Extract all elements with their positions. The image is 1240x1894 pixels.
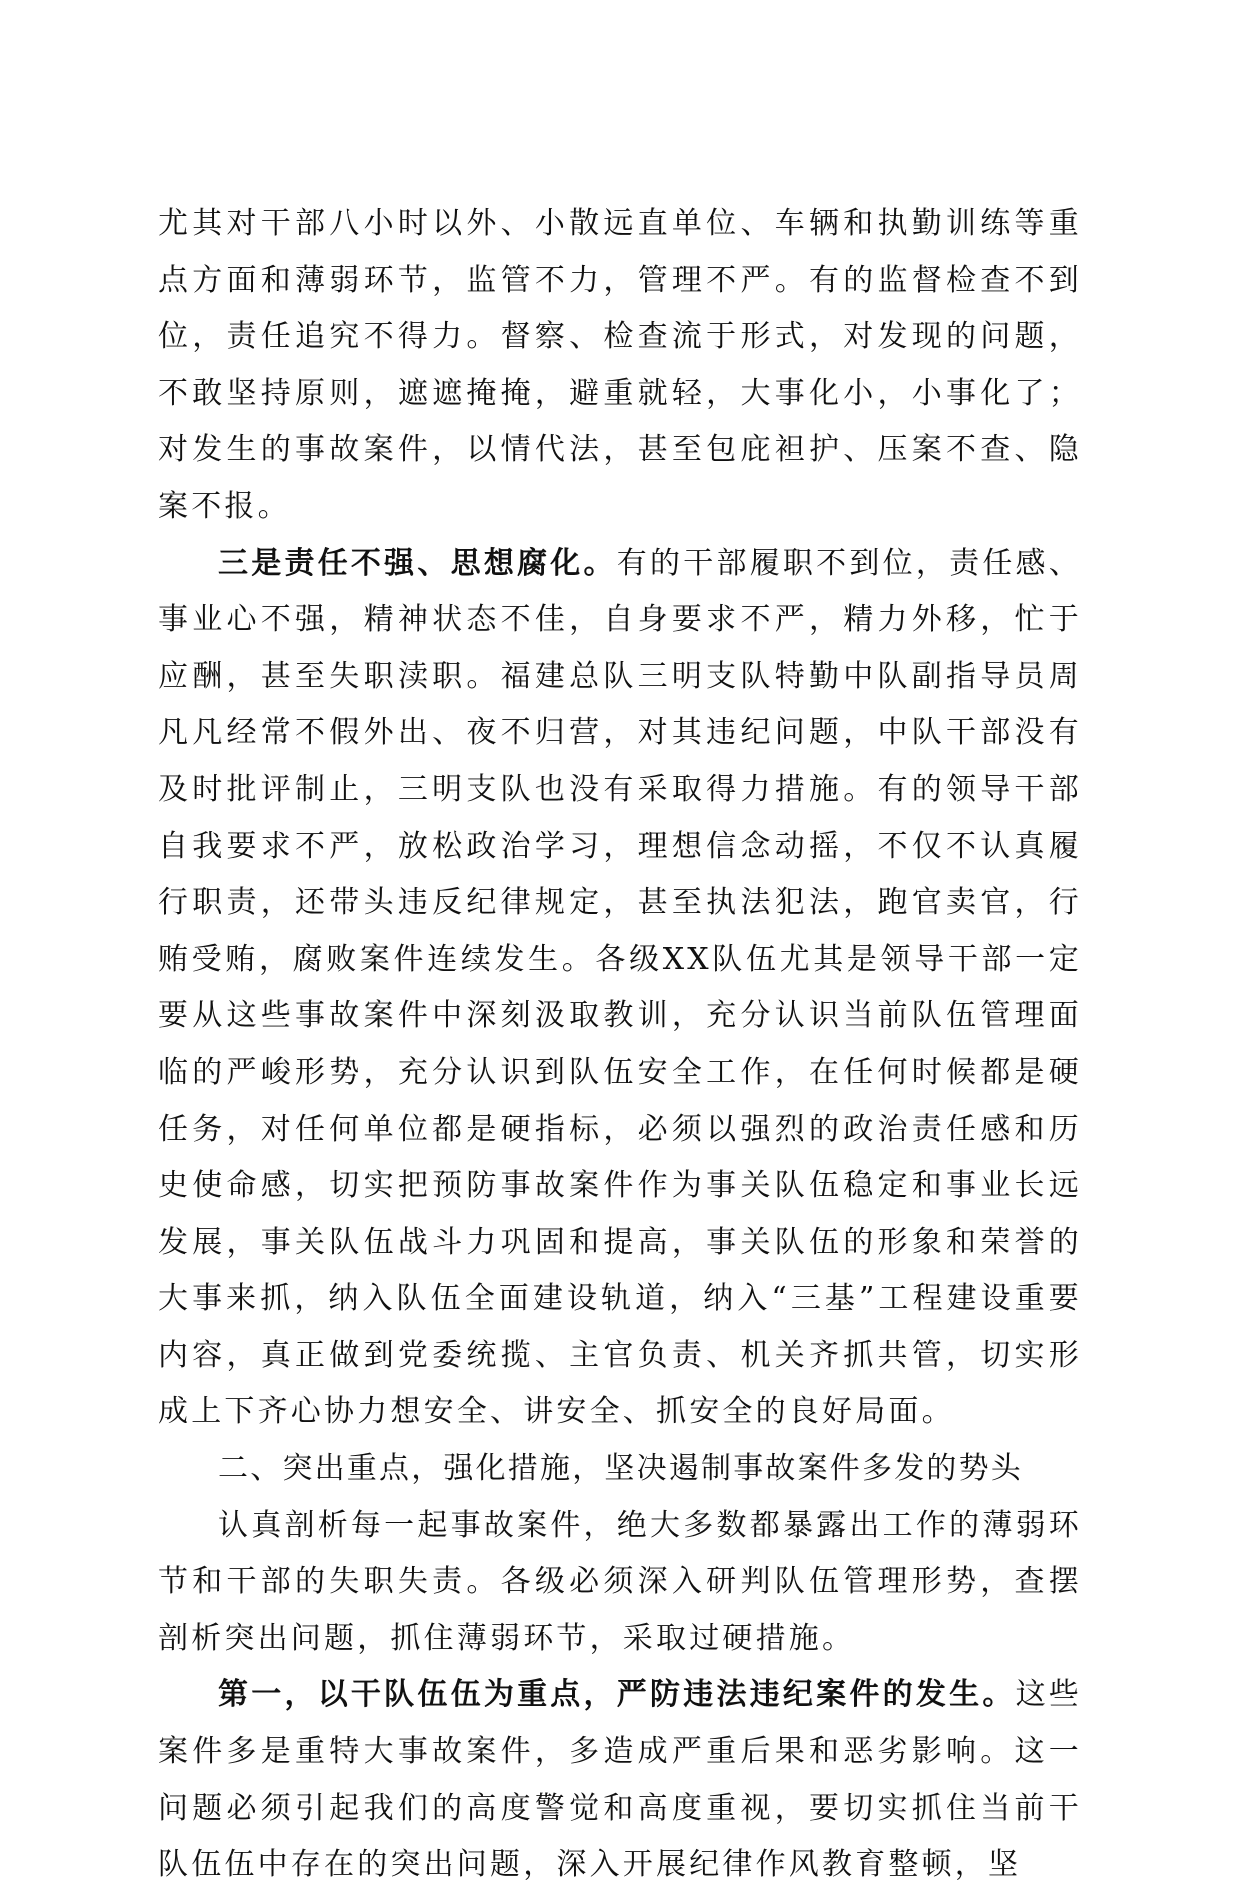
paragraph-responsibility — [158, 536, 1082, 1442]
paragraph-lead-bold: 第一，以干队伍伍为重点，严防违法违纪案件的发生。 — [218, 1677, 1016, 1713]
paragraph-body: 有的干部履职不到位，责任感、事业心不强，精神状态不佳，自身要求不严，精力外移，忙于应酬，甚至失职渎职。福建总队三明支队特勤中队副指导员周凡凡经常不假外出、夜不归营，对其违纪问题，中队干部没有及时批评制止，三明支队也没有采取得力措施。有的领导干部自我要求不严，放松政治学习，理想信念动摇，不仅不认真履行职责，还带头违反纪律规定，甚至执法犯法，跑官卖官，行贿受贿，腐败案件连续发生。各级XX队伍尤其是领导干部一定要从这些事故案件中深刻汲取教训，充分认识当前队伍管理面临的严峻形势，充分认识到队伍安全工作，在任何时候都是硬任务，对任何单位都是硬指标，必须以强烈的政治责任感和历史使命感，切实把预防事故案件作为事关队伍稳定和事业长远发展，事关队伍战斗力巩固和提高，事关队伍的形象和荣誉的大事来抓，纳入队伍全面建设轨道，纳入“三基”工程建设重要内容，真正做到党委统揽、主官负责、机关齐抓共管，切实形成上下齐心协力想安全、讲安全、抓安全的良好局面。 — [158, 545, 1082, 1430]
paragraph-body: 这些案件多是重特大事故案件，多造成严重后果和恶劣影响。这一问题必须引起我们的高度警觉和高度重视，要切实抓住当前干队伍伍中存在的突出问题，深入开展纪律作风教育整顿，坚 — [158, 1677, 1082, 1883]
section-heading: 二、突出重点，强化措施，坚决遏制事故案件多发的势头 — [218, 1451, 1023, 1487]
paragraph-lead-bold: 三是责任不强、思想腐化。 — [218, 545, 617, 581]
paragraph-continued: 尤其对干部八小时以外、小散远直单位、车辆和执勤训练等重点方面和薄弱环节，监管不力，管理不严。有的监督检查不到位，责任追究不得力。督察、检查流于形式，对发现的问题，不敢坚持原则，遮遮掩掩，避重就轻，大事化小，小事化了；对发生的事故案件，以情代法，甚至包庇袒护、压案不查、隐案不报。 — [158, 206, 1082, 524]
paragraph-analysis: 认真剖析每一起事故案件，绝大多数都暴露出工作的薄弱环节和干部的失职失责。各级必须深入研判队伍管理形势，查摆剖析突出问题，抓住薄弱环节，采取过硬措施。 — [158, 1507, 1082, 1656]
document-body — [158, 196, 1082, 1894]
paragraph-first-point — [158, 1667, 1082, 1893]
